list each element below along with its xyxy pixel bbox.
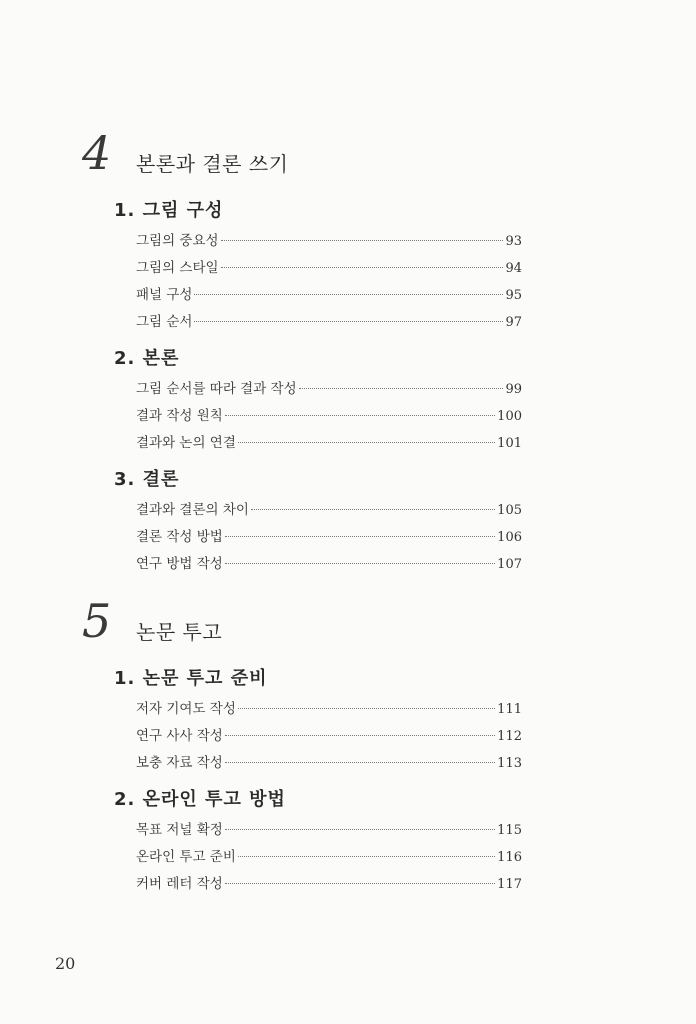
dot-leader [225, 563, 495, 564]
section [114, 666, 542, 777]
toc-entry[interactable] [136, 403, 522, 430]
entry-label: 커버 레터 작성 [136, 876, 223, 892]
entry-page: 111 [497, 702, 522, 717]
toc-entry[interactable] [136, 524, 522, 551]
entry-page: 99 [505, 382, 522, 397]
section [114, 467, 542, 578]
section [114, 787, 542, 898]
dot-leader [194, 321, 503, 322]
toc-entry[interactable] [136, 376, 522, 403]
entry-label: 결과와 결론의 차이 [136, 502, 249, 518]
toc-entry[interactable] [136, 309, 522, 336]
toc-entry[interactable] [136, 497, 522, 524]
dot-leader [238, 708, 495, 709]
section [114, 198, 542, 336]
entry-page: 116 [497, 850, 522, 865]
dot-leader [225, 829, 495, 830]
entry-label: 그림의 중요성 [136, 233, 219, 249]
section-title: 3. 결론 [114, 469, 180, 490]
dot-leader [238, 856, 495, 857]
entry-label: 연구 방법 작성 [136, 556, 223, 572]
entry-page: 117 [497, 877, 522, 892]
entry-page: 107 [497, 557, 522, 572]
chapter-5 [82, 594, 542, 898]
entry-label: 보충 자료 작성 [136, 755, 223, 771]
entry-label: 저자 기여도 작성 [136, 701, 236, 717]
toc-entry[interactable] [136, 255, 522, 282]
chapter-4 [82, 126, 542, 578]
chapter-title: 논문 투고 [136, 620, 223, 644]
entry-label: 그림 순서를 따라 결과 작성 [136, 381, 297, 397]
entry-page: 93 [505, 234, 522, 249]
toc-entry[interactable] [136, 228, 522, 255]
entry-label: 그림의 스타일 [136, 260, 219, 276]
entry-label: 그림 순서 [136, 314, 193, 330]
entry-label: 결과와 논의 연결 [136, 435, 236, 451]
entry-page: 112 [497, 729, 522, 744]
dot-leader [225, 735, 495, 736]
section-title: 1. 논문 투고 준비 [114, 668, 268, 689]
chapter-number: 5 [82, 594, 110, 648]
dot-leader [221, 267, 504, 268]
entry-page: 94 [505, 261, 522, 276]
toc-entry[interactable] [136, 282, 522, 309]
toc-entry[interactable] [136, 817, 522, 844]
chapter-heading [82, 126, 542, 188]
toc-entry[interactable] [136, 430, 522, 457]
dot-leader [225, 883, 495, 884]
page-number: 20 [55, 954, 76, 973]
entry-page: 97 [505, 315, 522, 330]
dot-leader [221, 240, 504, 241]
entry-page: 113 [497, 756, 522, 771]
section-title: 1. 그림 구성 [114, 200, 224, 221]
section-title: 2. 온라인 투고 방법 [114, 789, 286, 810]
dot-leader [194, 294, 503, 295]
chapter-number: 4 [82, 126, 110, 180]
entry-page: 100 [497, 409, 522, 424]
entry-label: 결과 작성 원칙 [136, 408, 223, 424]
entry-page: 101 [497, 436, 522, 451]
section [114, 346, 542, 457]
dot-leader [225, 536, 495, 537]
toc-entry[interactable] [136, 844, 522, 871]
entry-page: 105 [497, 503, 522, 518]
chapter-title: 본론과 결론 쓰기 [136, 152, 289, 176]
chapter-heading [82, 594, 542, 656]
entry-label: 연구 사사 작성 [136, 728, 223, 744]
dot-leader [251, 509, 495, 510]
dot-leader [225, 762, 495, 763]
section-title: 2. 본론 [114, 348, 180, 369]
dot-leader [225, 415, 495, 416]
entry-page: 95 [505, 288, 522, 303]
entry-page: 115 [497, 823, 522, 838]
entry-label: 패널 구성 [136, 287, 193, 303]
toc-entry[interactable] [136, 871, 522, 898]
entry-label: 결론 작성 방법 [136, 529, 223, 545]
toc-entry[interactable] [136, 723, 522, 750]
dot-leader [238, 442, 495, 443]
entry-label: 목표 저널 확정 [136, 822, 223, 838]
entry-label: 온라인 투고 준비 [136, 849, 236, 865]
entry-page: 106 [497, 530, 522, 545]
toc-entry[interactable] [136, 551, 522, 578]
dot-leader [299, 388, 504, 389]
toc-entry[interactable] [136, 750, 522, 777]
toc-entry[interactable] [136, 696, 522, 723]
